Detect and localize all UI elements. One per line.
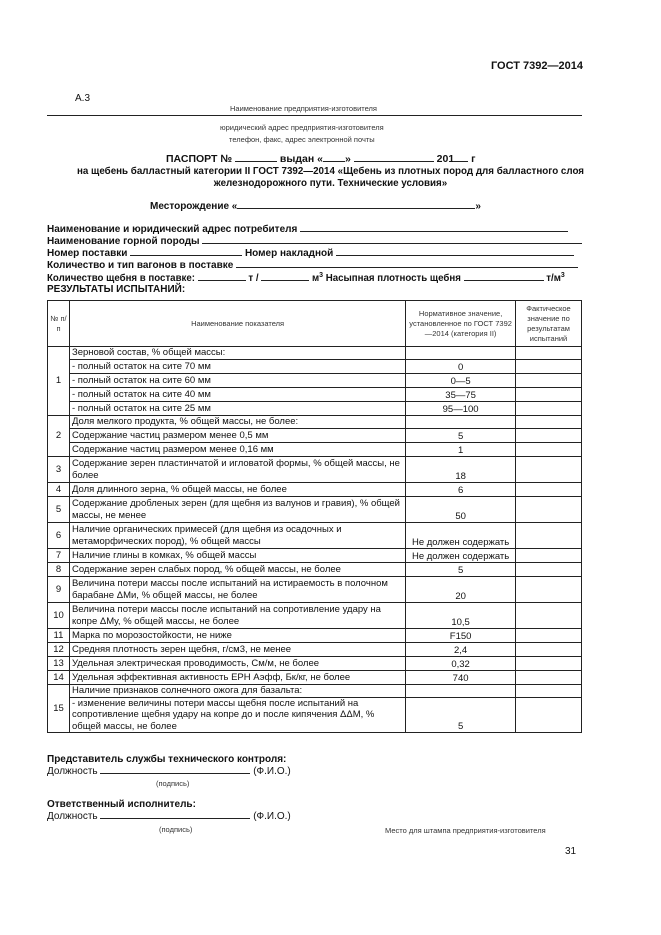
row-norm [406, 347, 516, 360]
executor-label: Ответственный исполнитель: [47, 799, 196, 810]
row-name: Наличие глины в комках, % общей массы [69, 549, 405, 563]
waybill-label: Номер накладной [244, 248, 334, 259]
row-actual[interactable] [516, 360, 582, 374]
row-num: 10 [48, 603, 70, 629]
row-name: Содержание дробленых зерен (для щебня из валунов и гравия), % общей массы, не менее [69, 497, 405, 523]
row-name: - изменение величины потери массы щебня после испытаний на сопротивление щебня удару на копре до и после кипячения ΔΔM, % общей массы, не более [69, 697, 405, 733]
row-norm: 0 [406, 360, 516, 374]
row-actual[interactable] [516, 402, 582, 416]
row-num: 9 [48, 577, 70, 603]
blank-field [236, 267, 578, 268]
row-num: 13 [48, 657, 70, 671]
row-norm: Не должен содержать [406, 523, 516, 549]
amount-field [47, 272, 565, 284]
quarry-field [47, 236, 582, 247]
density-sup: 3 [560, 272, 565, 279]
row-num: 12 [48, 643, 70, 657]
passport-number-label: ПАСПОРТ № [166, 153, 233, 165]
row-name: Удельная электрическая проводимость, См/м, не более [69, 657, 405, 671]
density-label: Насыпная плотность щебня [325, 273, 461, 285]
header-num: № п/п [48, 301, 70, 347]
row-actual[interactable] [516, 457, 582, 483]
row-actual[interactable] [516, 549, 582, 563]
row-actual[interactable] [516, 497, 582, 523]
row-actual[interactable] [516, 697, 582, 733]
row-actual[interactable] [516, 429, 582, 443]
tech-control-line [47, 766, 291, 777]
stamp-caption: Место для штампа предприятия-изготовителя [385, 826, 546, 835]
row-num: 6 [48, 523, 70, 549]
passport-subtitle: на щебень балластный категории II ГОСТ 7392—2014 «Щебень из плотных пород для балластного слоя [76, 166, 585, 177]
row-norm: 740 [406, 671, 516, 685]
row-norm: Не должен содержать [406, 549, 516, 563]
header-name: Наименование показателя [69, 301, 405, 347]
row-actual[interactable] [516, 563, 582, 577]
blank-field [237, 208, 475, 209]
blank-field [464, 280, 544, 281]
org-name-caption: Наименование предприятия-изготовителя [230, 104, 377, 113]
org-address-caption: юридический адрес предприятия-изготовителя [220, 123, 384, 132]
row-actual[interactable] [516, 416, 582, 429]
position-label: Должность [47, 766, 98, 777]
row-num: 3 [48, 457, 70, 483]
row-num: 7 [48, 549, 70, 563]
row-norm [406, 685, 516, 698]
row-actual[interactable] [516, 388, 582, 402]
row-actual[interactable] [516, 671, 582, 685]
row-name: Марка по морозостойкости, не ниже [69, 629, 405, 643]
row-actual[interactable] [516, 685, 582, 698]
blank-field [100, 818, 250, 819]
row-norm: 35—75 [406, 388, 516, 402]
row-name: Доля длинного зерна, % общей массы, не более [69, 483, 405, 497]
row-norm: 18 [406, 457, 516, 483]
cubic-sup: 3 [319, 272, 324, 279]
row-num: 11 [48, 629, 70, 643]
table-header-row [48, 301, 582, 347]
blank-field [454, 161, 468, 162]
passport-title-line [166, 153, 475, 165]
row-name: Содержание частиц размером менее 0,16 мм [69, 443, 405, 457]
blank-field [336, 255, 574, 256]
row-norm: 6 [406, 483, 516, 497]
row-name: Доля мелкого продукта, % общей массы, не более: [69, 416, 405, 429]
signature-caption: (подпись) [159, 825, 193, 834]
row-norm [406, 416, 516, 429]
tech-control-label: Представитель службы технического контроля: [47, 754, 287, 765]
position-label: Должность [47, 811, 98, 822]
blank-field [202, 243, 582, 244]
row-actual[interactable] [516, 347, 582, 360]
row-name: Содержание зерен пластинчатой и игловатой формы, % общей массы, не более [69, 457, 405, 483]
quarry-label: Наименование горной породы [47, 236, 200, 247]
amount-label: Количество щебня в поставке: [47, 273, 195, 285]
row-norm: 95—100 [406, 402, 516, 416]
signature-caption: (подпись) [156, 779, 190, 788]
blank-field [235, 161, 277, 162]
row-num: 4 [48, 483, 70, 497]
row-name: Содержание зерен слабых пород, % общей массы, не более [69, 563, 405, 577]
density-unit: т/м [546, 273, 561, 285]
deposit-label: Месторождение « [150, 201, 238, 212]
row-name: Удельная эффективная активность ЕРН Аэфф, Бк/кг, не более [69, 671, 405, 685]
year-prefix: 201 [436, 153, 455, 165]
row-actual[interactable] [516, 374, 582, 388]
year-suffix: г [471, 153, 476, 165]
row-actual[interactable] [516, 577, 582, 603]
blank-field [130, 255, 242, 256]
tons-unit: т / [248, 273, 259, 285]
row-actual[interactable] [516, 443, 582, 457]
row-name: Величина потери массы после испытаний на сопротивление удару на копре ΔMу, % общей массы, не более [69, 603, 405, 629]
consumer-field [47, 224, 568, 235]
executor-line [47, 811, 291, 822]
row-name: Содержание частиц размером менее 0,5 мм [69, 429, 405, 443]
row-name: Средняя плотность зерен щебня, г/см3, не менее [69, 643, 405, 657]
row-norm: 1 [406, 443, 516, 457]
results-heading: РЕЗУЛЬТАТЫ ИСПЫТАНИЙ: [47, 284, 186, 295]
wagons-field [47, 260, 578, 271]
header-actual: Фактическое значение по результатам испытаний [516, 301, 582, 347]
row-norm: 20 [406, 577, 516, 603]
row-num: 5 [48, 497, 70, 523]
divider [47, 115, 582, 116]
fio-label: (Ф.И.О.) [253, 811, 291, 822]
row-name: - полный остаток на сите 40 мм [69, 388, 405, 402]
row-num: 15 [48, 685, 70, 733]
row-name: - полный остаток на сите 70 мм [69, 360, 405, 374]
blank-field [100, 773, 250, 774]
row-actual[interactable] [516, 483, 582, 497]
row-norm: 0—5 [406, 374, 516, 388]
row-name: - полный остаток на сите 25 мм [69, 402, 405, 416]
row-norm: 5 [406, 429, 516, 443]
appendix-label: А.3 [75, 93, 91, 104]
deposit-line [150, 201, 481, 212]
issued-label: выдан « [279, 153, 323, 165]
row-name: Наличие органических примесей (для щебня из осадочных и метаморфических пород), % общей массы [69, 523, 405, 549]
row-norm: 5 [406, 697, 516, 733]
row-actual[interactable] [516, 629, 582, 643]
row-norm: 10,5 [406, 603, 516, 629]
blank-field [323, 161, 345, 162]
quote-close: » [344, 153, 351, 165]
row-norm: 5 [406, 563, 516, 577]
blank-field [198, 280, 246, 281]
standard-code: ГОСТ 7392—2014 [490, 60, 583, 72]
delivery-field [47, 248, 574, 259]
row-num: 1 [48, 347, 70, 416]
delivery-label: Номер поставки [47, 248, 128, 259]
row-actual[interactable] [516, 657, 582, 671]
passport-subtitle-2: железнодорожного пути. Технические условия» [213, 178, 448, 189]
header-norm: Нормативное значение, установленное по ГОСТ 7392—2014 (категория II) [406, 301, 516, 347]
row-actual[interactable] [516, 523, 582, 549]
blank-field [261, 280, 309, 281]
quote-close: » [475, 201, 481, 212]
row-name: Зерновой состав, % общей массы: [69, 347, 405, 360]
results-table [47, 300, 582, 733]
row-norm: F150 [406, 629, 516, 643]
row-actual[interactable] [516, 603, 582, 629]
cubic-unit: м [311, 273, 320, 285]
org-contacts-caption: телефон, факс, адрес электронной почты [229, 135, 375, 144]
consumer-label: Наименование и юридический адрес потребителя [47, 224, 298, 235]
row-name: Величина потери массы после испытаний на истираемость в полочном барабане ΔMи, % общей массы, не более [69, 577, 405, 603]
wagons-label: Количество и тип вагонов в поставке [47, 260, 234, 271]
row-norm: 0,32 [406, 657, 516, 671]
row-num: 14 [48, 671, 70, 685]
row-norm: 50 [406, 497, 516, 523]
blank-field [300, 231, 568, 232]
page-number: 31 [565, 846, 577, 857]
row-name: Наличие признаков солнечного ожога для базальта: [69, 685, 405, 698]
row-num: 8 [48, 563, 70, 577]
fio-label: (Ф.И.О.) [253, 766, 291, 777]
row-actual[interactable] [516, 643, 582, 657]
row-norm: 2,4 [406, 643, 516, 657]
blank-field [354, 161, 434, 162]
row-num: 2 [48, 416, 70, 457]
row-name: - полный остаток на сите 60 мм [69, 374, 405, 388]
